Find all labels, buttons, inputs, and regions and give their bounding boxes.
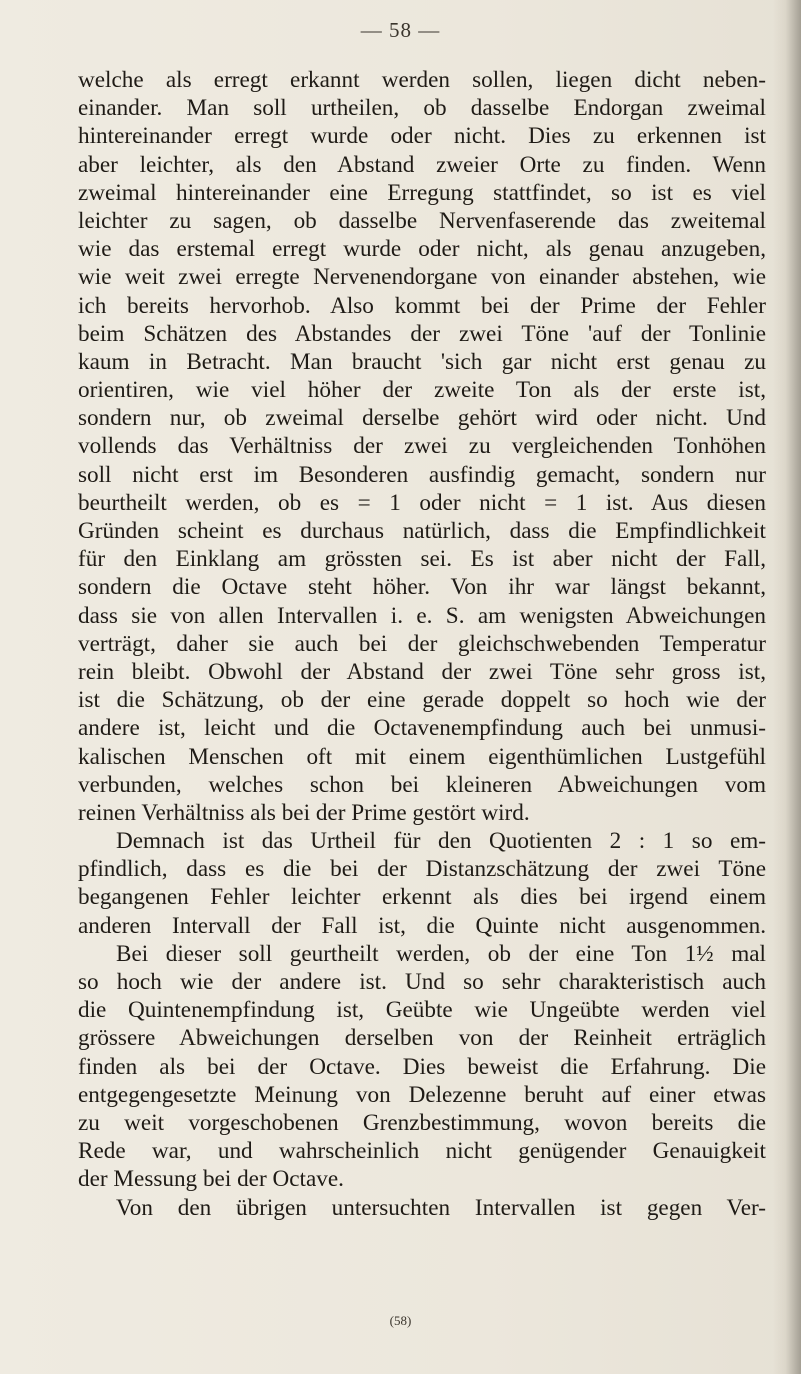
text-line: grössere Abweichungen derselben von der Reinheit erträglich: [78, 1025, 766, 1052]
text-line: ist die Schätzung, ob der eine gerade doppelt so hoch wie der: [78, 687, 766, 714]
text-line: ich bereits hervorhob. Also kommt bei der Prime der Fehler: [78, 292, 766, 319]
text-line: verbunden, welches schon bei kleineren Abweichungen vom: [78, 771, 766, 798]
text-line: dass sie von allen Intervallen i. e. S. am wenigsten Abweichungen: [78, 602, 766, 629]
text-line: sondern nur, ob zweimal derselbe gehört wird oder nicht. Und: [78, 405, 766, 432]
text-line: sondern die Octave steht höher. Von ihr war längst bekannt,: [78, 574, 766, 601]
text-line: rein bleibt. Obwohl der Abstand der zwei Töne sehr gross ist,: [78, 658, 766, 685]
text-line: orientiren, wie viel höher der zweite Ton als der erste ist,: [78, 377, 766, 404]
text-line: verträgt, daher sie auch bei der gleichschwebenden Temperatur: [78, 630, 766, 657]
text-line: für den Einklang am grössten sei. Es ist aber nicht der Fall,: [78, 546, 766, 573]
body-text: [78, 66, 766, 1222]
text-line: Gründen scheint es durchaus natürlich, dass die Empfindlichkeit: [78, 518, 766, 544]
text-line: anderen Intervall der Fall ist, die Quinte nicht ausgenommen.: [78, 912, 766, 939]
text-line: andere ist, leicht und die Octavenempfindung auch bei unmusi-: [78, 715, 766, 742]
text-line: finden als bei der Octave. Dies beweist die Erfahrung. Die: [78, 1053, 766, 1080]
text-line: leichter zu sagen, ob dasselbe Nervenfaserende das zweitemal: [78, 207, 766, 234]
footer-page-mark: (58): [389, 1313, 412, 1328]
text-line: beurtheilt werden, ob es = 1 oder nicht = 1 ist. Aus diesen: [78, 489, 766, 516]
text-line: Demnach ist das Urtheil für den Quotienten 2 : 1 so em-: [116, 828, 766, 855]
text-line: zweimal hintereinander eine Erregung stattfindet, so ist es viel: [78, 179, 766, 206]
text-line: begangenen Fehler leichter erkennt als dies bei irgend einem: [78, 884, 766, 911]
text-line: einander. Man soll urtheilen, ob dasselbe Endorgan zweimal: [78, 95, 766, 122]
text-line: beim Schätzen des Abstandes der zwei Töne 'auf der Tonlinie: [78, 320, 766, 347]
text-line: hintereinander erregt wurde oder nicht. Dies zu erkennen ist: [78, 123, 766, 150]
text-line: soll nicht erst im Besonderen ausfindig gemacht, sondern nur: [78, 461, 766, 488]
text-line: Von den übrigen untersuchten Intervallen ist gegen Ver-: [116, 1194, 766, 1221]
text-line: die Quintenempfindung ist, Geübte wie Ungeübte werden viel: [78, 997, 766, 1024]
text-line: welche als erregt erkannt werden sollen, liegen dicht neben-: [78, 67, 766, 93]
text-line: aber leichter, als den Abstand zweier Orte zu finden. Wenn: [78, 151, 766, 178]
text-line: pfindlich, dass es die bei der Distanzschätzung der zwei Töne: [78, 856, 766, 883]
text-line: wie weit zwei erregte Nervenendorgane von einander abstehen, wie: [78, 264, 766, 291]
text-line: vollends das Verhältniss der zwei zu vergleichenden Tonhöhen: [78, 433, 766, 460]
page-number-header: — 58 —: [360, 18, 441, 42]
text-line: kaum in Betracht. Man braucht 'sich gar nicht erst genau zu: [78, 348, 766, 375]
page-edge-shadow: [773, 0, 801, 1374]
text-line: reinen Verhältniss als bei der Prime gestört wird.: [78, 799, 530, 826]
text-line: so hoch wie der andere ist. Und so sehr charakteristisch auch: [78, 969, 766, 995]
text-line: Rede war, und wahrscheinlich nicht genügender Genauigkeit: [78, 1138, 766, 1165]
text-line: Bei dieser soll geurtheilt werden, ob der eine Ton 1½ mal: [116, 940, 766, 967]
text-line: der Messung bei der Octave.: [78, 1166, 344, 1193]
text-line: entgegengesetzte Meinung von Delezenne beruht auf einer etwas: [78, 1081, 766, 1108]
text-line: zu weit vorgeschobenen Grenzbestimmung, wovon bereits die: [78, 1109, 766, 1136]
text-line: kalischen Menschen oft mit einem eigenthümlichen Lustgefühl: [78, 743, 766, 770]
text-line: wie das erstemal erregt wurde oder nicht, als genau anzugeben,: [78, 236, 766, 263]
